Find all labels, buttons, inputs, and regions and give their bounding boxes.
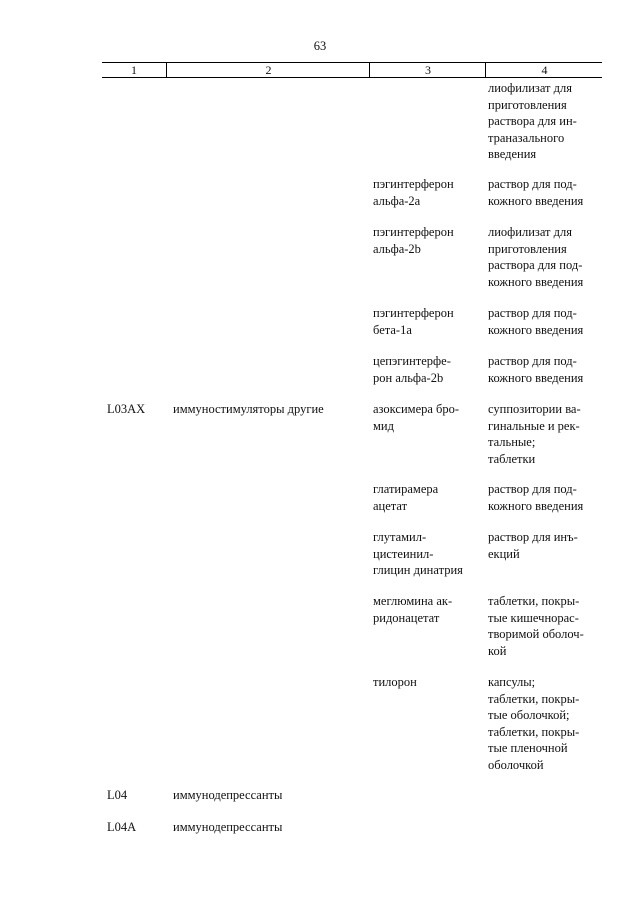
form-line: таблетки, покры- — [488, 594, 580, 608]
form-line: таблетки, покры- — [488, 691, 580, 706]
form-line: раствора для ин- — [488, 114, 577, 128]
form-line: кожного введения — [488, 322, 584, 337]
form-line: приготовления — [488, 97, 567, 112]
drug-line: азоксимера бро- — [373, 402, 460, 416]
table-row-form — [488, 305, 600, 338]
form-line: раствор для инъ- — [488, 530, 578, 544]
form-line: введения — [488, 147, 537, 161]
form-line: капсулы; — [488, 675, 536, 689]
header-col-2: 2 — [166, 63, 370, 77]
table-row-group: иммуностимуляторы другие — [173, 402, 324, 416]
table-row-drug — [373, 481, 475, 514]
drug-line: тилорон — [373, 675, 417, 689]
drug-line: цепэгинтерфе- — [373, 354, 451, 368]
drug-line: пэгинтерферон — [373, 225, 454, 239]
form-line: раствор для под- — [488, 177, 577, 191]
form-line: кожного введения — [488, 370, 584, 385]
form-line: екций — [488, 546, 520, 561]
drug-line: глутамил- — [373, 530, 427, 544]
table-row-drug — [373, 401, 475, 434]
table-row-code: L04A — [107, 820, 137, 834]
form-line: гинальные и рек- — [488, 418, 580, 433]
table-row-drug — [373, 529, 475, 579]
drug-line: пэгинтерферон — [373, 306, 454, 320]
header-col-3: 3 — [369, 63, 486, 77]
drug-line: меглюмина ак- — [373, 594, 453, 608]
form-line: оболочкой — [488, 757, 544, 772]
table-row-form — [488, 674, 600, 773]
form-line: раствор для под- — [488, 482, 577, 496]
drug-line: рон альфа-2b — [373, 370, 444, 385]
form-line: кожного введения — [488, 193, 584, 208]
form-line: тальные; — [488, 435, 536, 449]
form-line: раствора для под- — [488, 258, 583, 272]
drug-line: пэгинтерферон — [373, 177, 454, 191]
drug-line: глицин динатрия — [373, 563, 463, 577]
form-line: раствор для под- — [488, 306, 577, 320]
header-col-1: 1 — [131, 63, 137, 77]
form-line: кожного введения — [488, 498, 584, 513]
table-row-form — [488, 529, 600, 562]
table-row-form — [488, 353, 600, 386]
form-line: тые пленочной — [488, 741, 568, 755]
form-line: кожного введения — [488, 274, 584, 289]
table-row-form — [488, 80, 600, 163]
form-line: таблетки — [488, 451, 536, 466]
drug-line: глатирамера — [373, 482, 439, 496]
form-line: траназального — [488, 130, 565, 145]
drug-line: альфа-2a — [373, 193, 421, 208]
drug-line: бета-1a — [373, 322, 412, 337]
drug-line: альфа-2b — [373, 241, 421, 256]
form-line: тые оболочкой; — [488, 708, 570, 722]
form-line: таблетки, покры- — [488, 724, 580, 739]
table-row-drug — [373, 674, 475, 691]
form-line: лиофилизат для — [488, 81, 572, 95]
form-line: суппозитории ва- — [488, 402, 581, 416]
drug-line: ридонацетат — [373, 610, 440, 625]
form-line: тые кишечнорас- — [488, 610, 579, 625]
table-row-drug — [373, 353, 475, 386]
drug-line: ацетат — [373, 498, 408, 513]
table-row-form — [488, 593, 600, 659]
form-line: раствор для под- — [488, 354, 577, 368]
drug-line: цистеинил- — [373, 546, 434, 561]
table-row-form — [488, 481, 600, 514]
table-row-code: L04 — [107, 788, 128, 802]
table-row-form — [488, 176, 600, 209]
table-row-form — [488, 224, 600, 290]
form-line: лиофилизат для — [488, 225, 572, 239]
form-line: творимой оболоч- — [488, 627, 584, 641]
table-row-drug — [373, 593, 475, 626]
drug-line: мид — [373, 418, 394, 433]
table-row-code: L03AX — [107, 402, 146, 416]
form-line: приготовления — [488, 241, 567, 256]
table-row-drug — [373, 224, 475, 257]
table-row-group: иммунодепрессанты — [173, 788, 283, 802]
header-col-4: 4 — [485, 63, 603, 77]
page-number: 63 — [313, 39, 327, 53]
table-header — [102, 62, 602, 78]
form-line: кой — [488, 643, 507, 658]
table-row-drug — [373, 305, 475, 338]
table-row-drug — [373, 176, 475, 209]
table-row-group: иммунодепрессанты — [173, 820, 283, 834]
table-row-form — [488, 401, 600, 467]
